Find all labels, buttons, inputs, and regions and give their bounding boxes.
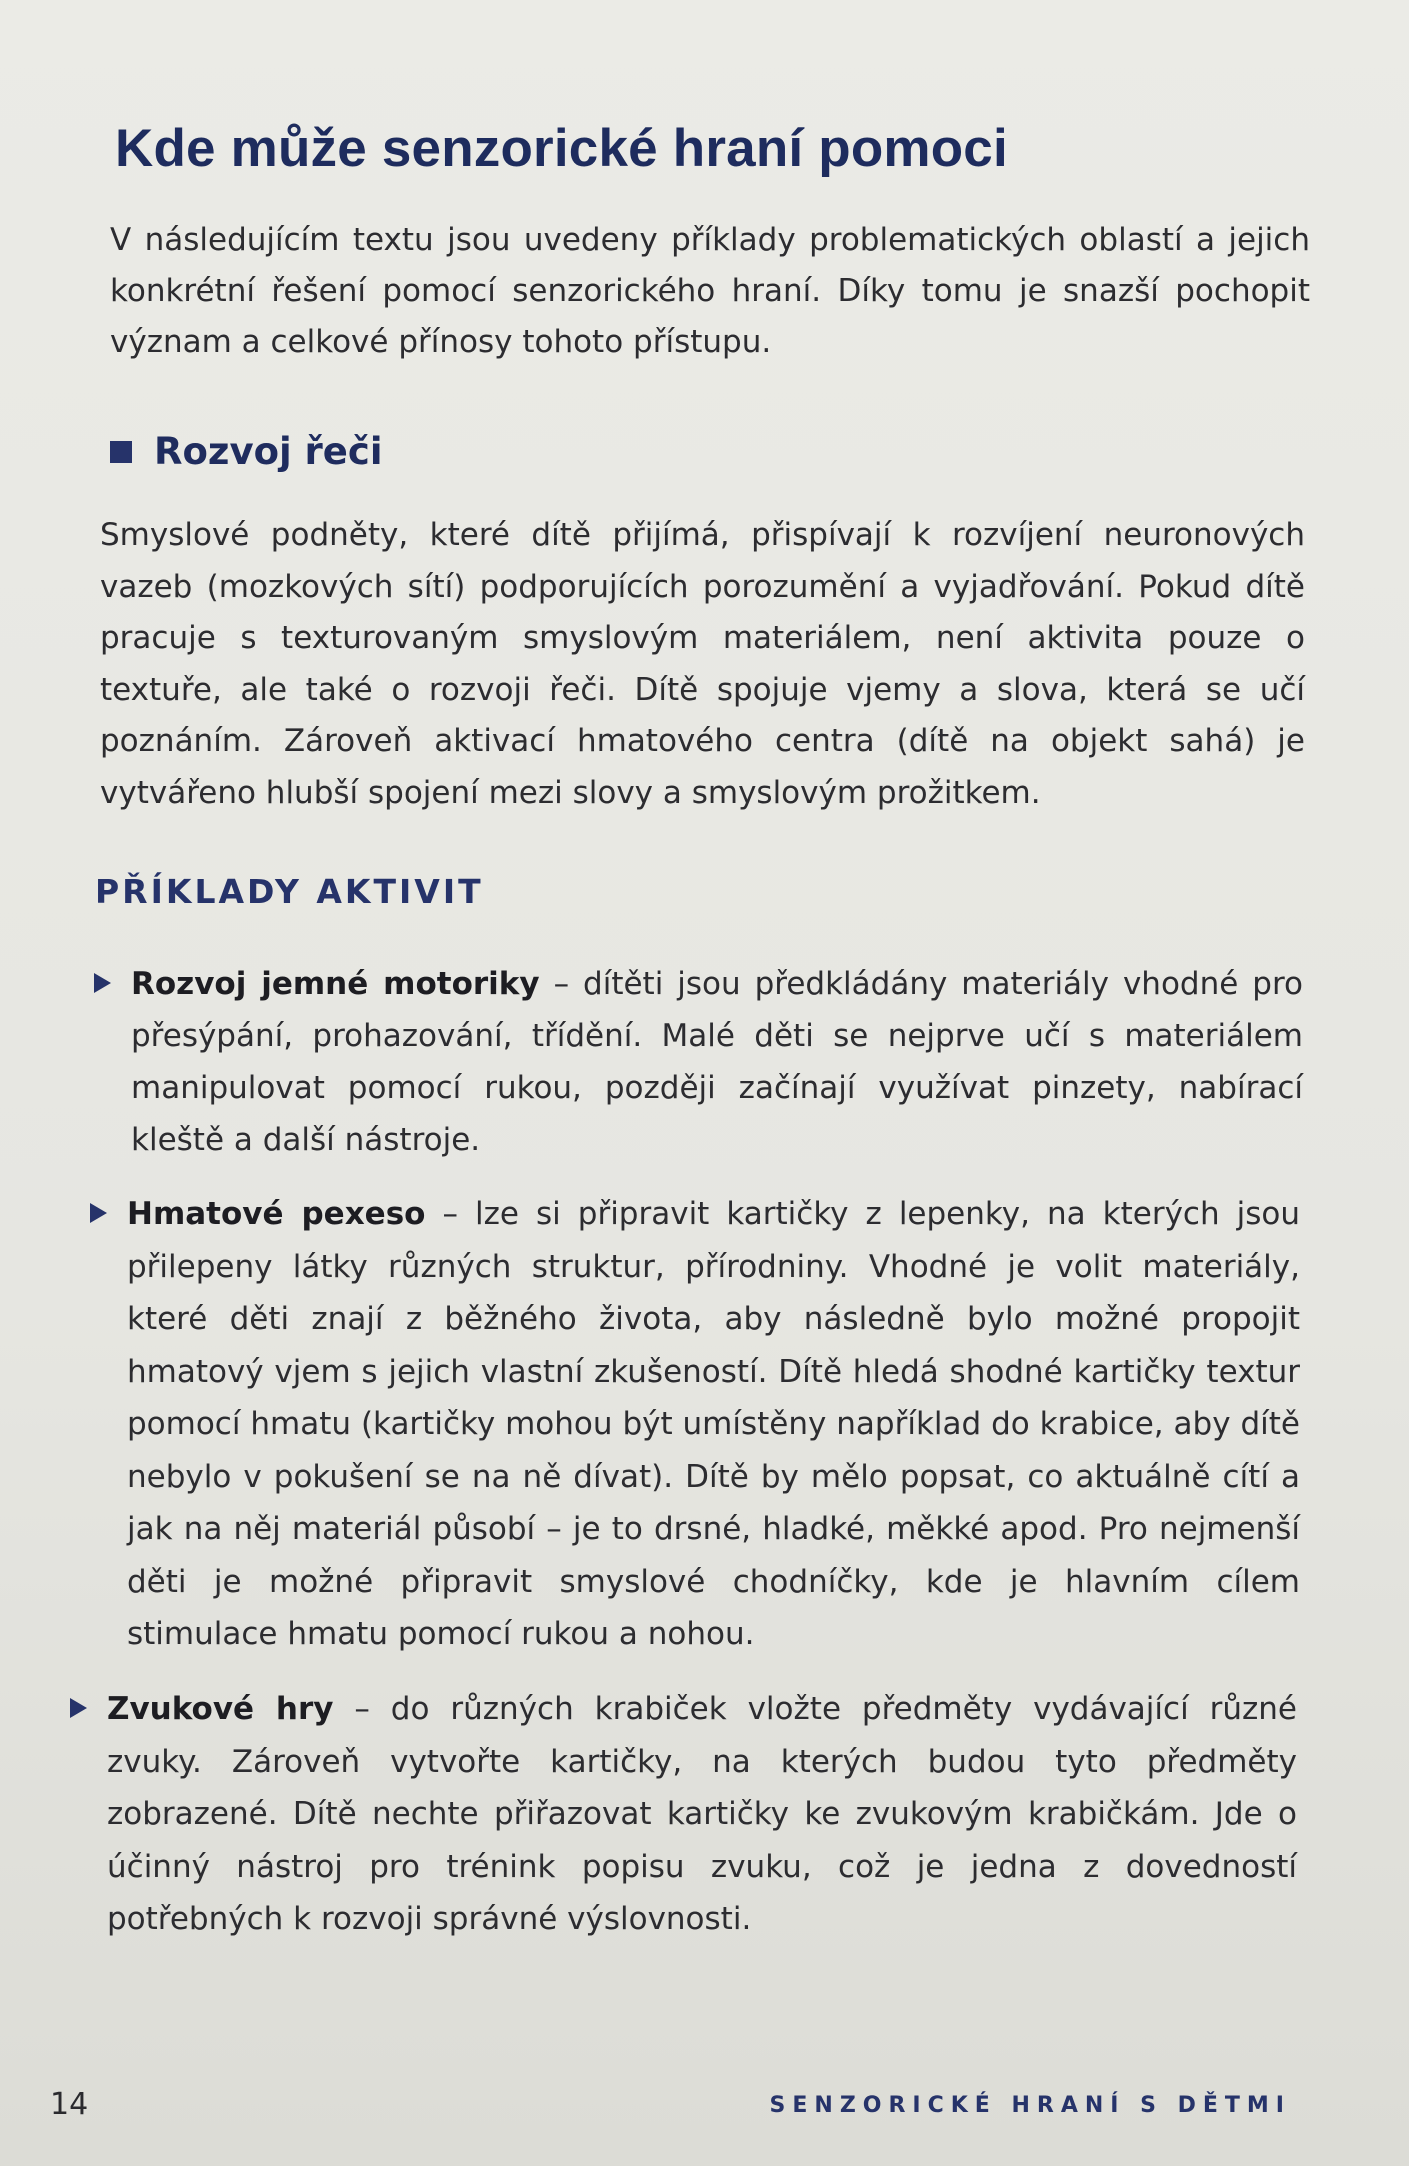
square-bullet-icon xyxy=(110,441,132,463)
activity-text: – do různých krabiček vložte předměty vydávající různé zvuky. Zároveň vytvořte kartičky, na kterých budou tyto předměty zobrazené. Dítě nechte přiřazovat kartičky ke zvukovým krabičkám. Jde o účinný nástroj pro trénink popisu zvuku, což je jedna z dovedností potřebných k rozvoji správné výslovnosti. xyxy=(107,1691,1297,1937)
activity-term: Rozvoj jemné motoriky xyxy=(131,966,540,1002)
activity-term: Zvukové hry xyxy=(107,1691,334,1727)
activity-text: – dítěti jsou předkládány materiály vhodné pro přesýpání, prohazování, třídění. Malé děti se nejprve učí s materiálem manipulovat pomocí rukou, později začínají využívat pinzety, nabírací kleště a další nástroje. xyxy=(131,966,1303,1158)
activity-item xyxy=(131,958,1303,1166)
activity-text: – lze si připravit kartičky z lepenky, na kterých jsou přilepeny látky různých struktur, přírodniny. Vhodné je volit materiály, které děti znají z běžného života, aby následně bylo možné propojit hmatový vjem s jejich vlastní zkušeností. Dítě hledá shodné kartičky textur pomocí hmatu (kartičky mohou být umístěny například do krabice, aby dítě nebylo v pokušení se na ně dívat). Dítě by mělo popsat, co aktuálně cítí a jak na něj materiál působí – je to drsné, hladké, měkké apod. Pro nejmenší děti je možné připravit smyslové chodníčky, kde je hlavním cílem stimulace hmatu pomocí rukou a nohou. xyxy=(127,1196,1300,1652)
running-footer-title: SENZORICKÉ HRANÍ S DĚTMI xyxy=(769,2093,1291,2118)
section-heading xyxy=(110,430,383,473)
page-number: 14 xyxy=(50,2087,89,2122)
triangle-bullet-icon xyxy=(70,1698,87,1718)
triangle-bullet-icon xyxy=(94,973,111,993)
activity-item xyxy=(107,1683,1297,1946)
section-title: Rozvoj řeči xyxy=(154,430,383,473)
activity-item xyxy=(127,1188,1300,1661)
examples-heading: PŘÍKLADY AKTIVIT xyxy=(95,872,484,911)
intro-paragraph: V následujícím textu jsou uvedeny příklady problematických oblastí a jejich konkrétní řešení pomocí senzorického hraní. Díky tomu je snazší pochopit význam a celkové přínosy tohoto přístupu. xyxy=(110,222,1310,360)
page-title: Kde může senzorické hraní pomoci xyxy=(115,119,1008,178)
activity-term: Hmatové pexeso xyxy=(127,1196,426,1232)
section-paragraph: Smyslové podněty, které dítě přijímá, přispívají k rozvíjení neuronových vazeb (mozkových sítí) podporujících porozumění a vyjadřování. Pokud dítě pracuje s texturovaným smyslovým materiálem, není aktivita pouze o textuře, ale také o rozvoji řeči. Dítě spojuje vjemy a slova, která se učí poznáním. Zároveň aktivací hmatového centra (dítě na objekt sahá) je vytvářeno hlubší spojení mezi slovy a smyslovým prožitkem. xyxy=(100,517,1305,811)
triangle-bullet-icon xyxy=(90,1203,107,1223)
